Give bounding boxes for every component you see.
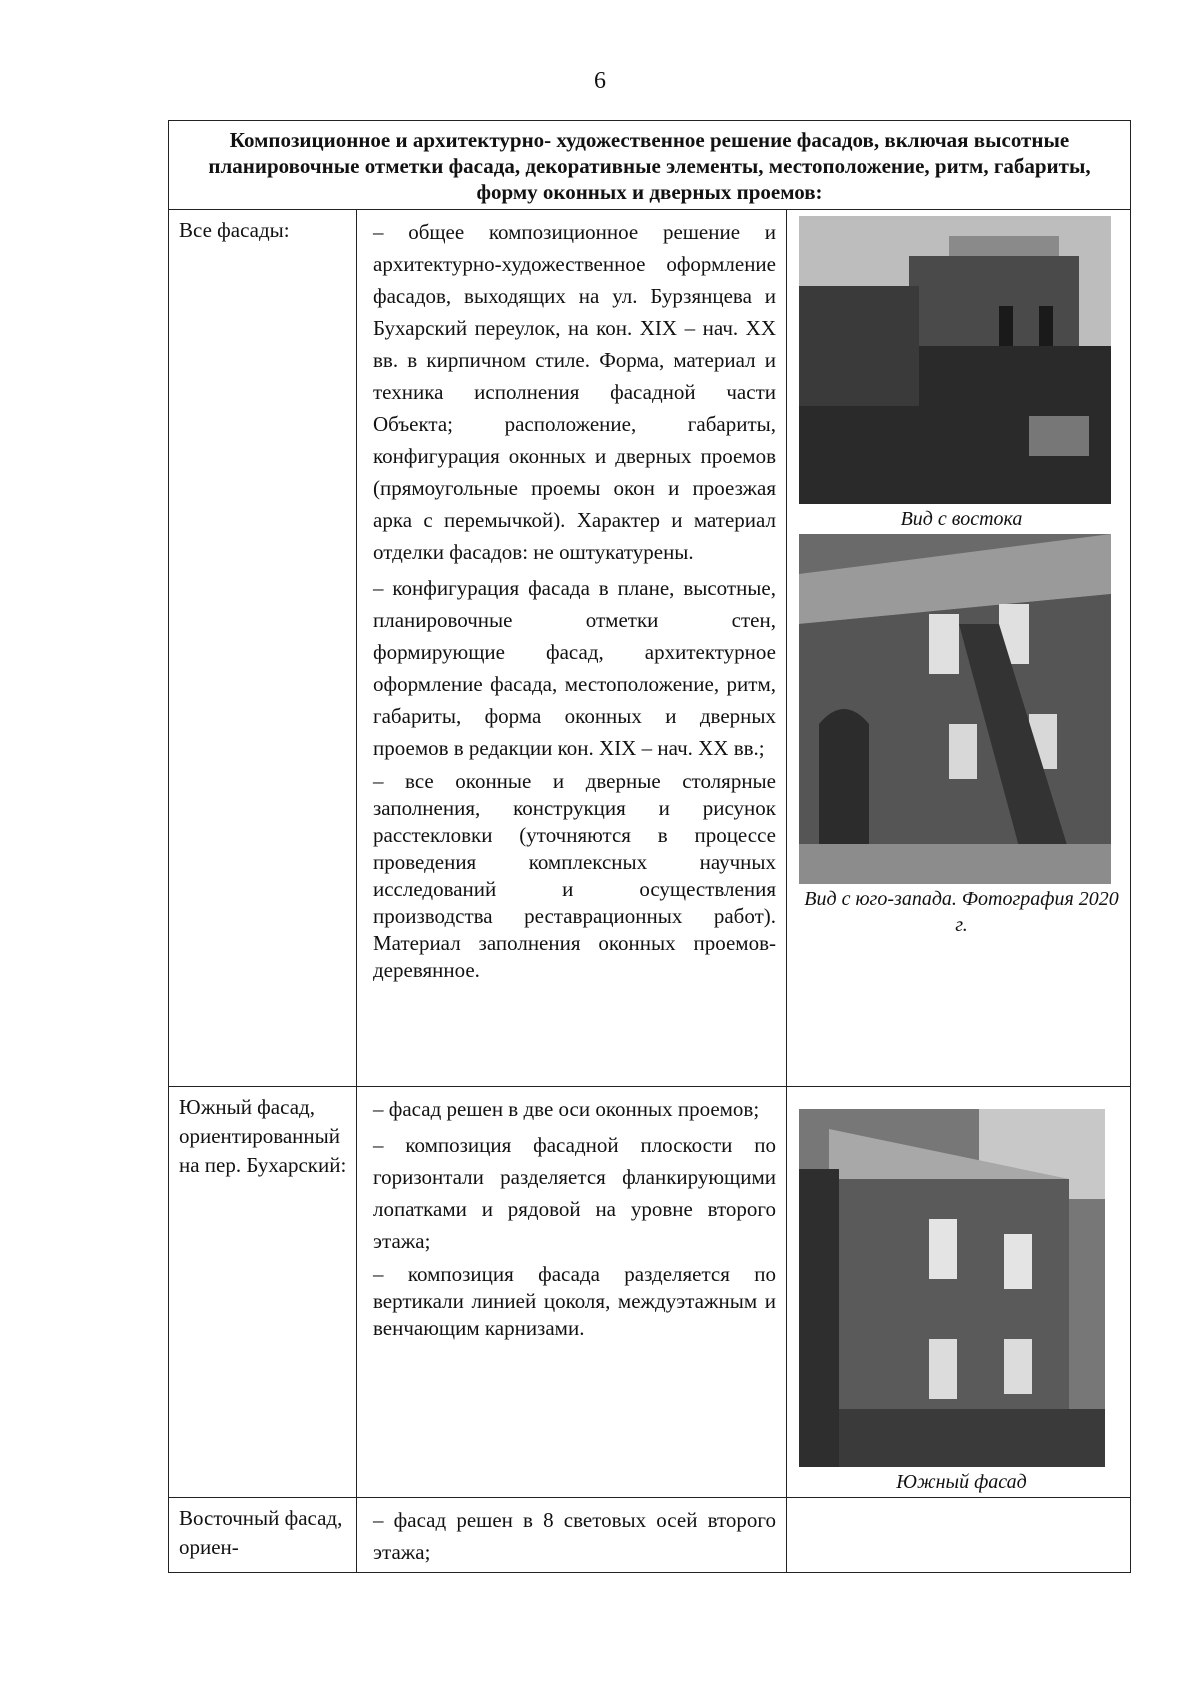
photo-caption: Южный фасад (896, 1471, 1027, 1493)
row-photos (787, 1498, 1131, 1573)
row-description (357, 210, 787, 1087)
description-paragraph: – композиция фасада разделяется по вертикали линией цоколя, междуэтажным и венчающим карнизами. (373, 1262, 776, 1340)
description-paragraph: – общее композиционное решение и архитектурно-художественное оформление фасадов, выходящих на ул. Бурзянцева и Бухарский переулок, на кон. XIX – нач. XX вв. в кирпичном стиле. Форма, материал и техника исполнения фасадной части Объекта; расположение, габариты, конфигурация оконных и дверных проемов (прямоугольные проемы окон и проезжая арка с перемычкой). Характер и материал отделки фасадов: не оштукатурены. (373, 220, 776, 564)
description-paragraph: – конфигурация фасада в плане, высотные, планировочные отметки стен, формирующие фасад, архитектурное оформление фасада, местоположение, ритм, габариты, форма оконных и дверных проемов в редакции кон. XIX – нач. XX вв.; (373, 576, 776, 760)
photo-southwest-view (799, 534, 1111, 884)
photo-south-facade (799, 1109, 1105, 1467)
table-row (169, 210, 1131, 1087)
row-description (357, 1498, 787, 1573)
row-label: Южный фасад, ориентированный на пер. Бухарский: (169, 1087, 357, 1498)
photo-caption: Вид с юго-запада. Фотография 2020 г. (804, 888, 1119, 936)
page-number: 6 (594, 68, 606, 94)
row-label: Все фасады: (169, 210, 357, 1087)
description-paragraph: – фасад решен в 8 световых осей второго этажа; (373, 1508, 776, 1564)
table-row (169, 1498, 1131, 1573)
row-label: Восточный фасад, ориен- (169, 1498, 357, 1573)
description-paragraph: – все оконные и дверные столярные заполнения, конструкция и рисунок расстекловки (уточняются в процессе проведения комплексных научных исследований и осуществления производства реставрационных работ). Материал заполнения оконных проемов- деревянное. (373, 769, 776, 982)
table-header-row (169, 121, 1131, 210)
description-paragraph: – композиция фасадной плоскости по горизонтали разделяется фланкирующими лопатками и рядовой на уровне второго этажа; (373, 1133, 776, 1253)
row-description (357, 1087, 787, 1498)
photo-caption: Вид с востока (900, 508, 1023, 530)
description-paragraph: – фасад решен в две оси оконных проемов; (373, 1097, 760, 1121)
table-header: Композиционное и архитектурно- художественное решение фасадов, включая высотные планировочные отметки фасада, декоративные элементы, местоположение, ритм, габариты, форму оконных и дверных проемов: (169, 121, 1131, 210)
row-photos (787, 210, 1131, 1087)
table-row (169, 1087, 1131, 1498)
row-photos (787, 1087, 1131, 1498)
photo-east-view (799, 216, 1111, 504)
facade-table (168, 120, 1131, 1573)
